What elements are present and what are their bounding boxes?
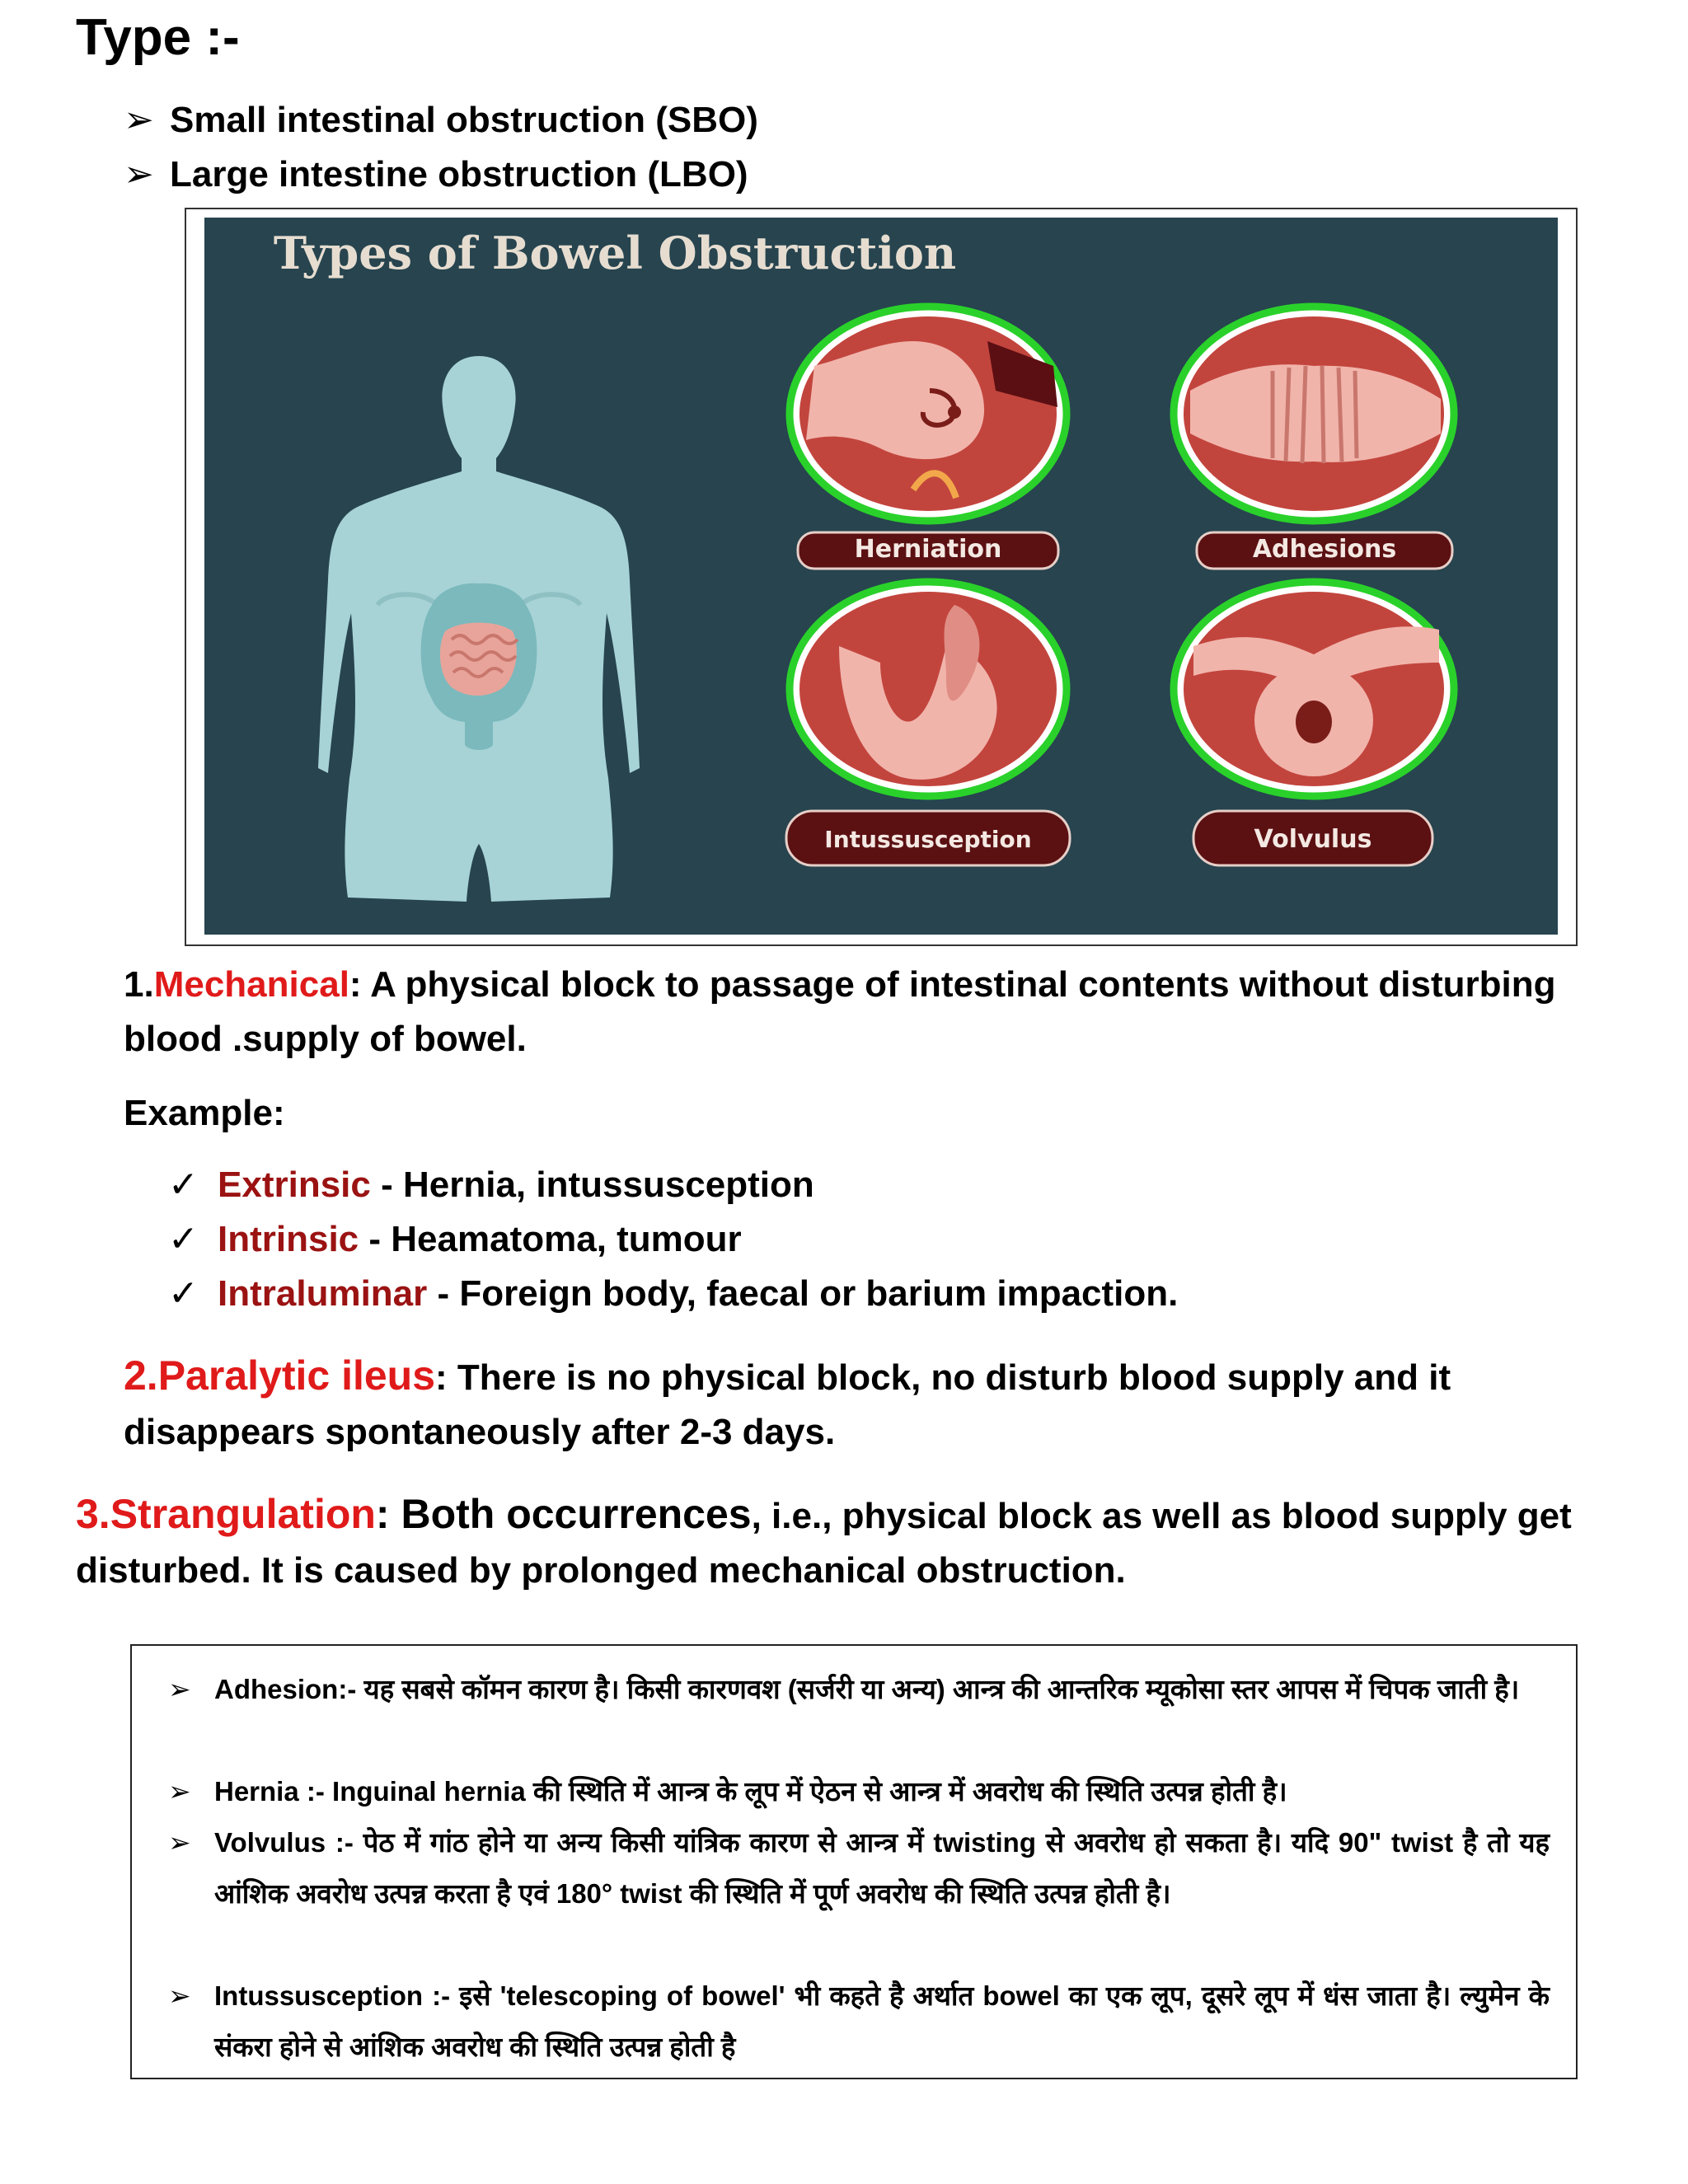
arrow-bullet-icon: ➢ [168,1980,191,2012]
list-item [168,1269,1178,1319]
adhesions-label [1197,532,1452,569]
notes-box [130,1644,1578,2079]
note-text: Adhesion:- यह सबसे कॉमन कारण है। किसी कारणवश (सर्जरी या अन्य) आन्त्र की आन्तरिक म्यूकोसा स्तर आपस में चिपक जाती है। [214,1674,1520,1704]
note-text: Hernia :- Inguinal hernia की स्थिति में आन्त्र के लूप में ऐठन से आन्त्र में अवरोध की स्थिति उत्पन्न होती है। [214,1776,1287,1807]
note-item [168,1664,1550,1715]
label-adhesions: Adhesions [1252,535,1397,564]
adhesions-illustration [1174,307,1454,521]
arrow-bullet-icon: ➢ [124,99,154,141]
checkmark-icon: ✓ [168,1272,199,1315]
example-term: Extrinsic [218,1165,371,1205]
arrow-bullet-icon: ➢ [168,1775,191,1807]
mechanical-line-1: : A physical block to passage of intestinal contents without disturbing [349,964,1556,1005]
label-volvulus: Volvulus [1254,825,1372,854]
paralytic-term: 2.Paralytic ileus [124,1352,436,1399]
herniation-label [798,532,1058,569]
herniation-illustration [790,307,1067,521]
checkmark-icon: ✓ [168,1164,199,1206]
bowel-obstruction-figure [204,218,1558,935]
strangulation-line-1: , i.e., physical block as well as blood supply get [751,1496,1572,1536]
list-item [124,96,758,145]
paralytic-paragraph [124,1348,1574,1460]
note-item [168,1766,1550,1817]
note-item [168,1817,1550,1919]
paralytic-line-2: disappears spontaneously after 2-3 days. [124,1412,836,1452]
note-text: Volvulus :- पेठ में गांठ होने या अन्य किसी यांत्रिक कारण से आन्त्र में twisting से अवरोध हो सकता है। यदि 90" twist है तो यह आंशिक अवरोध उत्पन्न करता है एवं 180° twist की स्थिति में पूर्ण अवरोध की स्थिति उत्पन्न होती है। [214,1827,1550,1909]
label-herniation: Herniation [854,535,1002,564]
figure-title: Types of Bowel Obstruction [273,227,957,279]
volvulus-illustration [1174,582,1454,796]
label-intussusception: Intussusception [824,826,1032,853]
arrow-bullet-icon: ➢ [168,1673,191,1705]
note-text: Intussusception :- इसे 'telescoping of bowel' भी कहते है अर्थात bowel का एक लूप, दूसरे लूप में धंस जाता है। ल्युमेन के संकरा होने से आंशिक अवरोध की स्थिति उत्पन्न होती है [214,1980,1550,2062]
example-text: - Heamatoma, tumour [359,1219,742,1259]
example-term: Intraluminar [218,1273,428,1314]
type-label: Small intestinal obstruction (SBO) [170,100,758,140]
paralytic-line-1: : There is no physical block, no disturb blood supply and it [435,1357,1451,1398]
list-item [168,1215,742,1264]
list-item [124,150,748,199]
strangulation-paragraph [76,1487,1576,1598]
type-label: Large intestine obstruction (LBO) [170,154,748,194]
mechanical-line-2: blood .supply of bowel. [124,1019,527,1059]
mechanical-paragraph [124,958,1574,1066]
intussusception-label [786,811,1070,865]
example-text: - Hernia, intussusception [370,1165,814,1205]
example-label: Example: [124,1093,285,1133]
strangulation-term: 3.Strangulation [76,1491,376,1537]
example-text: - Foreign body, faecal or barium impaction. [427,1273,1179,1314]
example-term: Intrinsic [218,1219,359,1259]
strangulation-lead: : Both occurrences [375,1491,752,1537]
mechanical-term: Mechanical [153,964,349,1005]
list-item [168,1160,814,1210]
intussusception-illustration [790,582,1067,796]
arrow-bullet-icon: ➢ [168,1826,191,1858]
arrow-bullet-icon: ➢ [124,153,154,195]
volvulus-label [1193,811,1432,865]
strangulation-line-2: disturbed. It is caused by prolonged mechanical obstruction. [76,1550,1126,1591]
page-title: Type :- [76,9,240,66]
mechanical-number: 1. [124,964,154,1005]
note-item [168,1971,1550,2073]
checkmark-icon: ✓ [168,1218,199,1260]
